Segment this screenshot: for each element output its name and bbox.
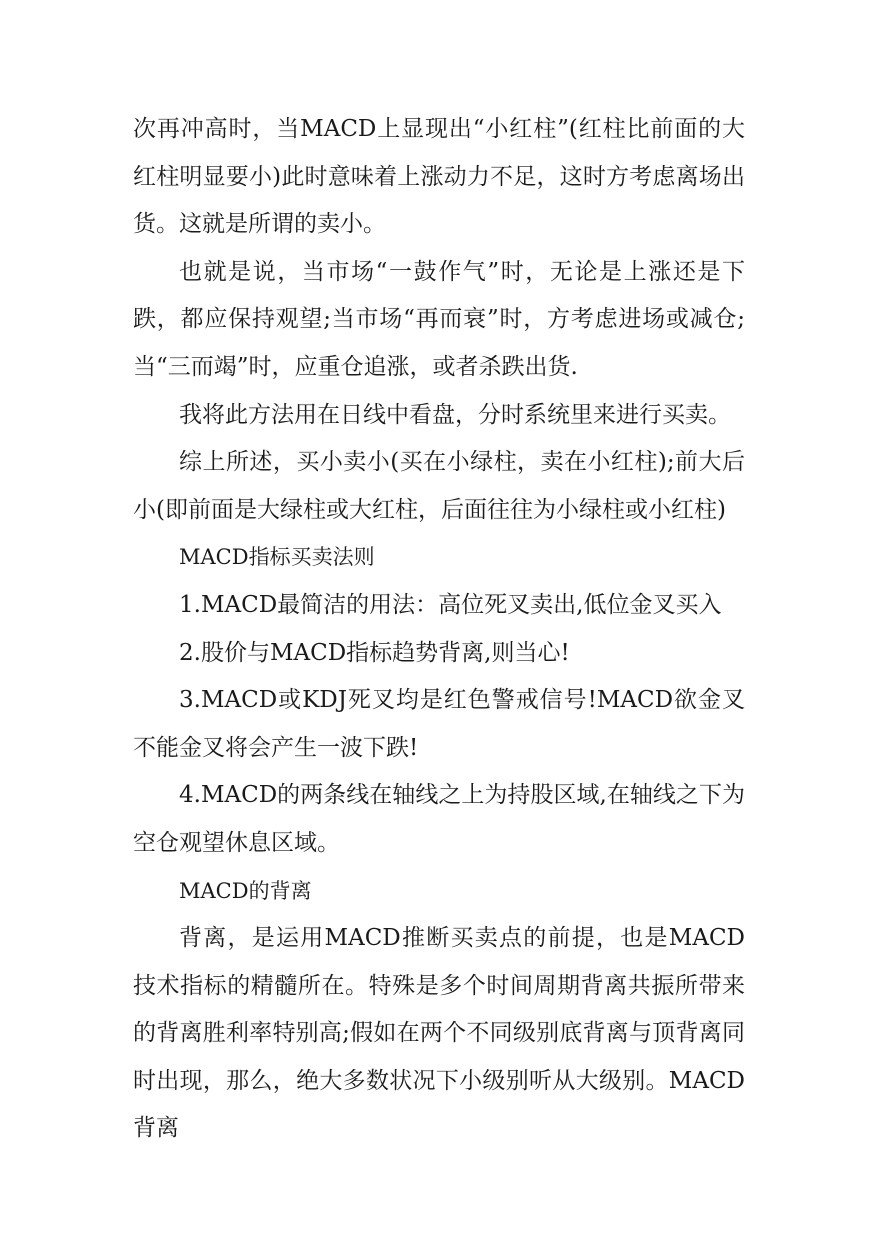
- list-item-rule-2: 2.股价与MACD指标趋势背离,则当心!: [179, 639, 570, 666]
- paragraph-1: 次再冲高时，当MACD上显现出“小红柱”(红柱比前面的大红柱明显要小)此时意味着上涨动力不足，这时方考虑离场出货。这就是所谓的卖小。: [133, 116, 745, 238]
- paragraph-4: 综上所述，买小卖小(买在小绿柱，卖在小红柱);前大后小(即前面是大绿柱或大红柱，后面往往为小绿柱或小红柱): [133, 449, 745, 523]
- paragraph-3: 我将此方法用在日线中看盘，分时系统里来进行买卖。: [179, 401, 731, 428]
- paragraph-divergence: 背离，是运用MACD推断买卖点的前提，也是MACD技术指标的精髓所在。特殊是多个时间周期背离共振所带来的背离胜利率特别高;假如在两个不同级别底背离与顶背离同时出现，那么，绝大多数状况下小级别听从大级别。MACD背离: [133, 925, 745, 1142]
- list-item-rule-3: 3.MACD或KDJ死叉均是红色警戒信号!MACD欲金叉不能金叉将会产生一波下跌!: [133, 687, 745, 761]
- paragraph-2: 也就是说，当市场“一鼓作气”时，无论是上涨还是下跌，都应保持观望;当市场“再而衰”时，方考虑进场或减仓;当“三而竭”时，应重仓追涨，或者杀跌出货.: [133, 258, 745, 380]
- document-body: [133, 106, 745, 1153]
- section-heading-macd-divergence: MACD的背离: [179, 878, 312, 903]
- list-item-rule-1: 1.MACD最简洁的用法：高位死叉卖出,低位金叉买入: [179, 591, 722, 618]
- section-heading-macd-rules: MACD指标买卖法则: [179, 545, 375, 570]
- list-item-rule-4: 4.MACD的两条线在轴线之上为持股区域,在轴线之下为空仓观望休息区域。: [133, 782, 745, 856]
